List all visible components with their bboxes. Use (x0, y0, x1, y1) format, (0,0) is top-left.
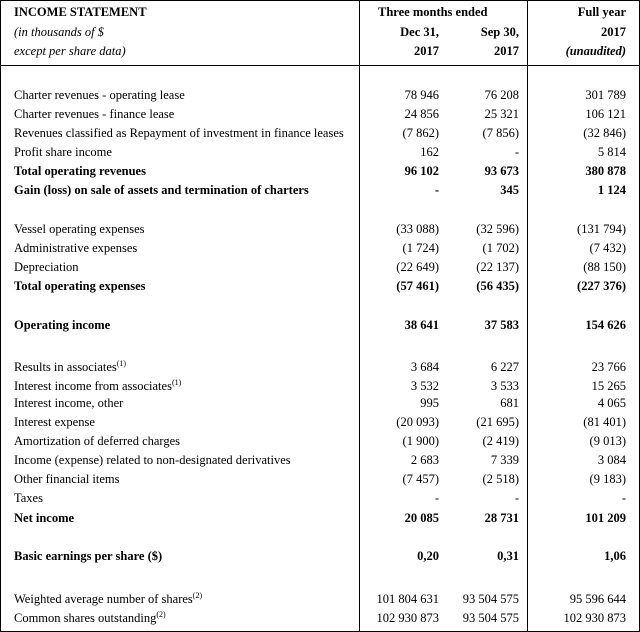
table-row (0, 547, 640, 566)
footnote-ref: (1) (171, 377, 182, 387)
value-c1: 20 085 (404, 511, 439, 525)
row-label: Charter revenues - operating lease (14, 88, 185, 102)
table-row (0, 277, 640, 296)
row-label: Weighted average number of shares$^{(2)}$ (14, 590, 203, 606)
value-c2: - (514, 491, 519, 505)
value-c1: 78 946 (404, 88, 439, 102)
value-c1: 24 856 (404, 107, 439, 121)
col3-header-note: (unaudited) (565, 44, 626, 58)
value-c1: (7 862) (402, 126, 439, 140)
row-label: Interest income, other (14, 396, 124, 410)
row-label: Interest expense (14, 415, 95, 429)
value-c3: (32 846) (583, 126, 626, 140)
value-c3: (88 150) (583, 260, 626, 274)
value-c2: (1 702) (482, 241, 519, 255)
value-c3: 3 084 (597, 453, 626, 467)
footnote-ref: (2) (192, 590, 203, 600)
value-c1: - (434, 491, 439, 505)
units-note-2: except per share data) (14, 44, 126, 58)
value-c2: (7 856) (482, 126, 519, 140)
value-c3: 5 814 (597, 145, 626, 159)
row-label: Net income (14, 511, 75, 525)
value-c3: (9 183) (589, 472, 626, 486)
value-c2: 37 583 (484, 318, 519, 332)
table-row (0, 489, 640, 508)
value-c3: (131 794) (577, 222, 626, 236)
value-c3: (7 432) (589, 241, 626, 255)
value-c2: (21 695) (476, 415, 519, 429)
value-c2: (32 596) (476, 222, 519, 236)
col3-header-label: Full year (577, 5, 626, 19)
value-c3: 301 789 (585, 88, 626, 102)
value-c1: 38 641 (404, 318, 439, 332)
row-label: Total operating expenses (14, 279, 146, 293)
table-row (0, 470, 640, 489)
row-label: Taxes (14, 491, 43, 505)
row-label: Basic earnings per share ($) (14, 549, 163, 563)
value-c1: 102 930 873 (376, 611, 439, 625)
units-note: (in thousands of $ (14, 25, 104, 39)
value-c2: (2 518) (482, 472, 519, 486)
value-c2: 7 339 (490, 453, 519, 467)
footnote-ref: (1) (116, 358, 127, 368)
value-c3: 15 265 (591, 379, 626, 393)
value-c2: 3 533 (490, 379, 519, 393)
value-c1: 2 683 (410, 453, 439, 467)
value-c3: 1,06 (604, 549, 626, 563)
table-row (0, 358, 640, 377)
value-c2: (2 419) (482, 434, 519, 448)
row-label: Operating income (14, 318, 111, 332)
value-c3: 380 878 (585, 164, 626, 178)
value-c1: - (434, 183, 439, 197)
col2-header-year: 2017 (494, 44, 519, 58)
value-c2: 93 673 (484, 164, 519, 178)
table-row (0, 181, 640, 200)
value-c1: (22 649) (396, 260, 439, 274)
row-label: Results in associates$^{(1)}$ (14, 358, 127, 374)
col1-header-year: 2017 (414, 44, 439, 58)
row-label: Total operating revenues (14, 164, 146, 178)
value-c3: 154 626 (585, 318, 626, 332)
value-c1: 995 (420, 396, 439, 410)
value-c1: (1 724) (402, 241, 439, 255)
value-c3: 23 766 (591, 360, 626, 374)
table-row (0, 239, 640, 258)
value-c2: 93 504 575 (462, 592, 519, 606)
table-row (0, 162, 640, 181)
row-label: Revenues classified as Repayment of investment in finance leases (14, 126, 344, 140)
row-label: Vessel operating expenses (14, 222, 145, 236)
row-label: Income (expense) related to non-designated derivatives (14, 453, 291, 467)
row-label: Profit share income (14, 145, 112, 159)
row-label: Other financial items (14, 472, 120, 486)
table-row (0, 220, 640, 239)
table-row (0, 86, 640, 105)
col1-header-date: Dec 31, (400, 25, 439, 39)
row-label: Gain (loss) on sale of assets and termination of charters (14, 183, 309, 197)
value-c1: 162 (420, 145, 439, 159)
value-c1: 3 684 (410, 360, 439, 374)
footnote-ref: (2) (156, 609, 166, 619)
value-c1: 0,20 (417, 549, 439, 563)
table-row (0, 509, 640, 528)
table-row (0, 124, 640, 143)
value-c2: 345 (500, 183, 519, 197)
table-row (0, 413, 640, 432)
table-row (0, 258, 640, 277)
table-row (0, 316, 640, 335)
col3-header-year: 2017 (601, 25, 626, 39)
table-row (0, 394, 640, 413)
value-c3: 101 209 (585, 511, 626, 525)
value-c1: 96 102 (404, 164, 439, 178)
value-c2: 25 321 (484, 107, 519, 121)
value-c1: 101 804 631 (376, 592, 439, 606)
value-c2: (22 137) (476, 260, 519, 274)
value-c3: - (621, 491, 626, 505)
value-c3: 1 124 (597, 183, 626, 197)
value-c2: 681 (500, 396, 519, 410)
value-c1: 3 532 (410, 379, 439, 393)
value-c3: 95 596 644 (569, 592, 626, 606)
row-label: Common shares outstanding$^{(2)}$ (14, 609, 166, 625)
period-group-header: Three months ended (378, 5, 488, 19)
value-c1: (1 900) (402, 434, 439, 448)
value-c3: (227 376) (577, 279, 626, 293)
value-c3: 4 065 (597, 396, 626, 410)
table-row (0, 590, 640, 609)
row-label: Amortization of deferred charges (14, 434, 181, 448)
value-c1: (20 093) (396, 415, 439, 429)
table-row (0, 451, 640, 470)
value-c2: (56 435) (476, 279, 519, 293)
table-row (0, 609, 640, 628)
value-c3: (81 401) (583, 415, 626, 429)
table-row (0, 432, 640, 451)
value-c2: - (514, 145, 519, 159)
value-c1: (33 088) (396, 222, 439, 236)
value-c2: 0,31 (497, 549, 519, 563)
value-c2: 76 208 (484, 88, 519, 102)
row-label: Interest income from associates$^{(1)}$ (14, 377, 182, 393)
row-label: Charter revenues - finance lease (14, 107, 175, 121)
col2-header-date: Sep 30, (480, 25, 519, 39)
value-c3: 106 121 (585, 107, 626, 121)
row-label: Administrative expenses (14, 241, 138, 255)
value-c1: (7 457) (402, 472, 439, 486)
table-row (0, 143, 640, 162)
value-c1: (57 461) (396, 279, 439, 293)
value-c3: 102 930 873 (563, 611, 626, 625)
value-c2: 28 731 (484, 511, 519, 525)
value-c2: 93 504 575 (462, 611, 519, 625)
table-row (0, 105, 640, 124)
statement-title: INCOME STATEMENT (14, 5, 147, 19)
value-c3: (9 013) (589, 434, 626, 448)
row-label: Depreciation (14, 260, 79, 274)
value-c2: 6 227 (490, 360, 519, 374)
